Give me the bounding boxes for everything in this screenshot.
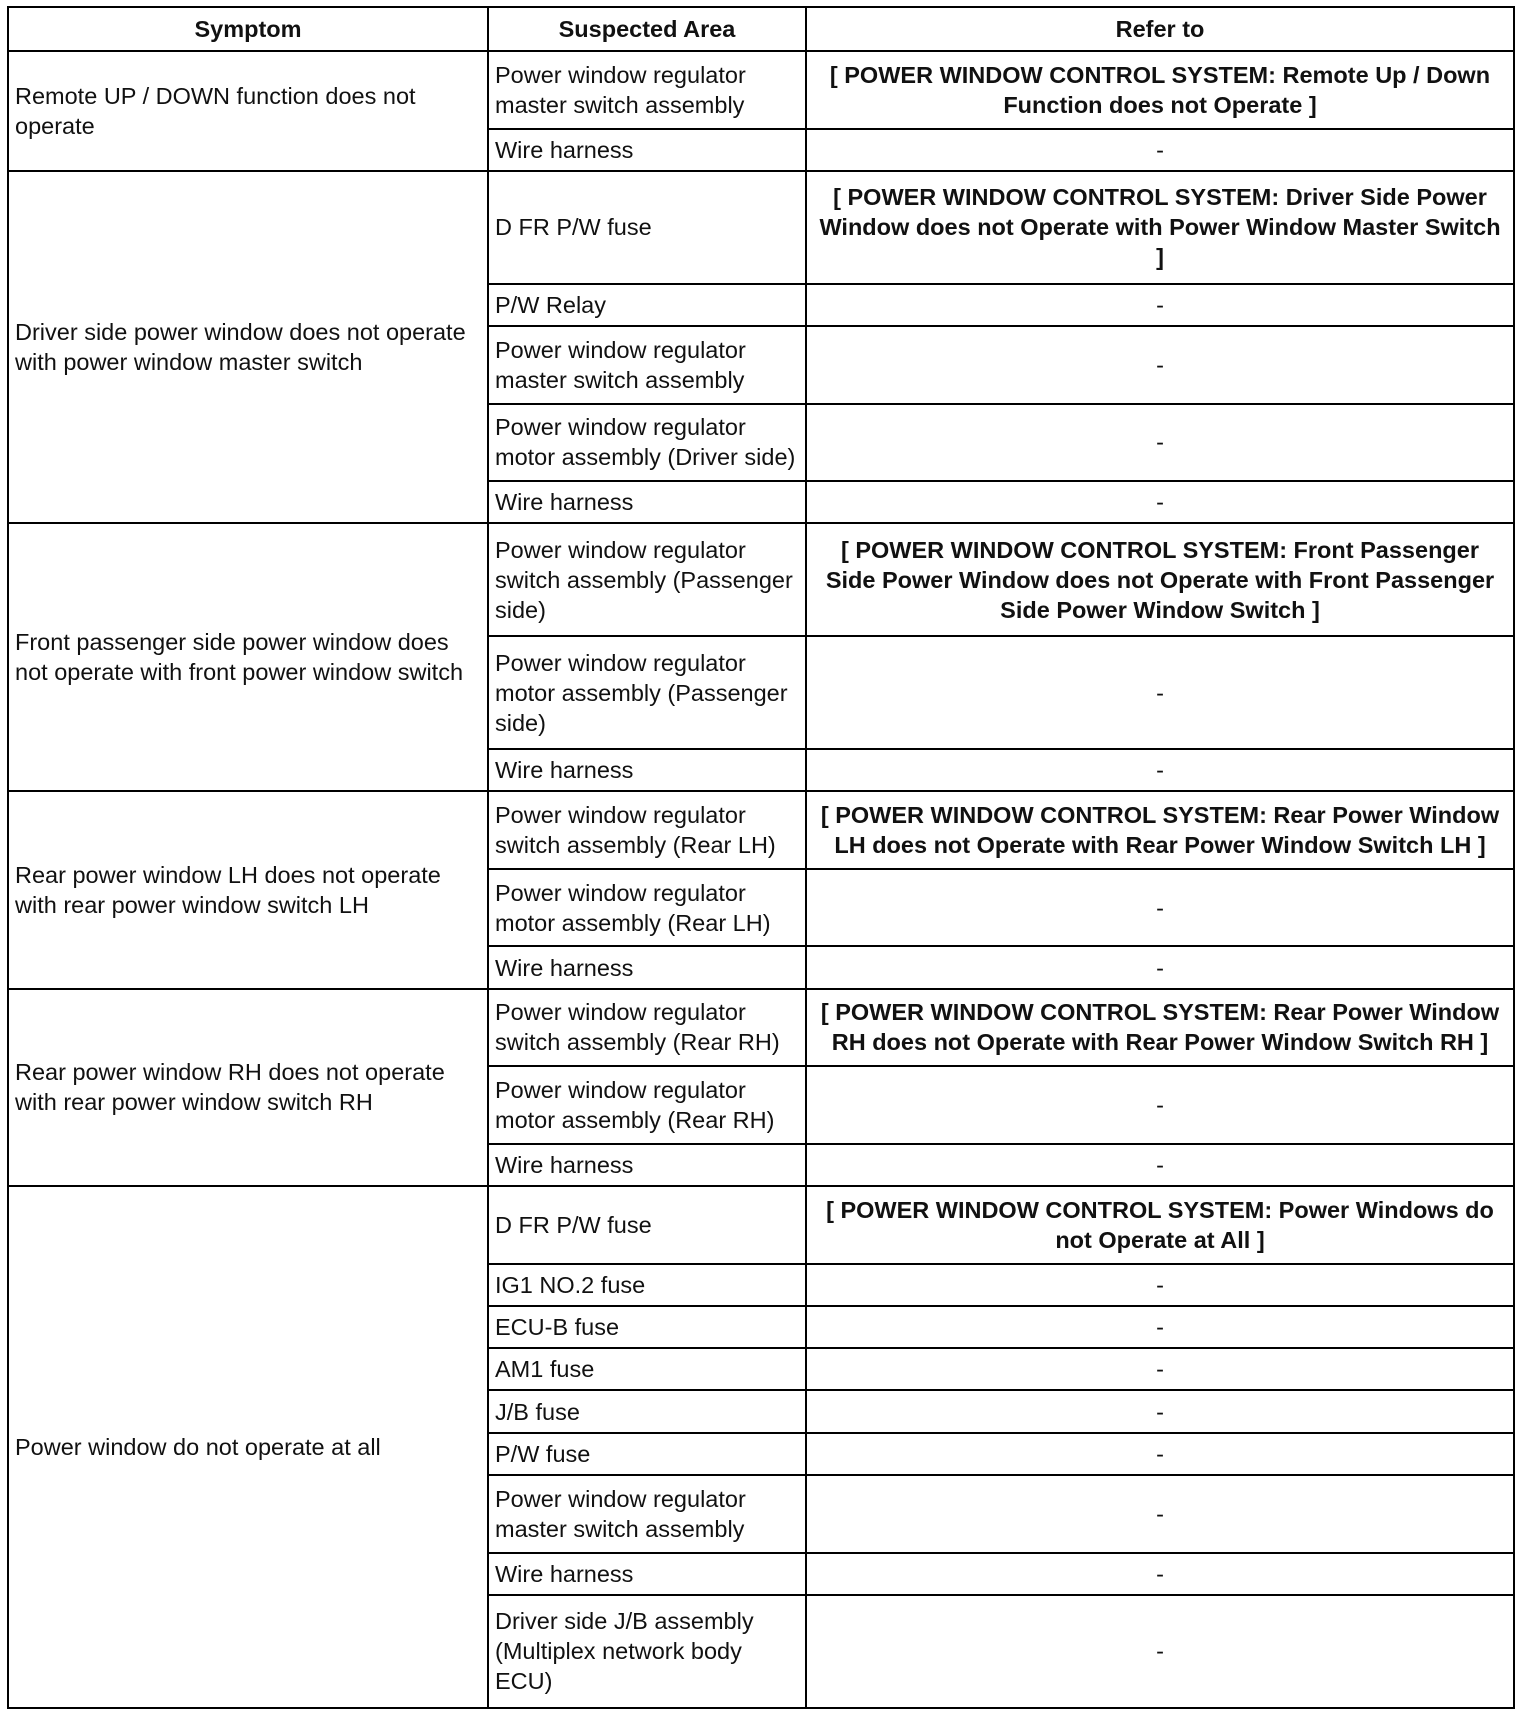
- area-cell: Driver side J/B assembly (Multiplex network body ECU): [488, 1595, 806, 1708]
- area-cell: Power window regulator master switch assembly: [488, 1475, 806, 1553]
- table-row: [8, 791, 1514, 869]
- area-cell: P/W Relay: [488, 284, 806, 326]
- refer-cell: -: [806, 1475, 1514, 1553]
- area-cell: Power window regulator switch assembly (Passenger side): [488, 523, 806, 636]
- refer-cell: -: [806, 1595, 1514, 1708]
- header-refer-to: Refer to: [806, 7, 1514, 51]
- area-cell: Wire harness: [488, 1144, 806, 1186]
- refer-cell: -: [806, 1553, 1514, 1595]
- refer-cell: -: [806, 1390, 1514, 1432]
- symptom-cell: Driver side power window does not operate with power window master switch: [8, 171, 488, 524]
- area-cell: Wire harness: [488, 481, 806, 523]
- refer-link[interactable]: [ POWER WINDOW CONTROL SYSTEM: Front Passenger Side Power Window does not Operate with Front Passenger Side Power Window Switch ]: [806, 523, 1514, 636]
- area-cell: Power window regulator motor assembly (Rear LH): [488, 869, 806, 947]
- area-cell: Power window regulator switch assembly (Rear LH): [488, 791, 806, 869]
- area-cell: Power window regulator motor assembly (Rear RH): [488, 1066, 806, 1144]
- refer-link[interactable]: [ POWER WINDOW CONTROL SYSTEM: Rear Power Window RH does not Operate with Rear Power Window Switch RH ]: [806, 989, 1514, 1067]
- area-cell: J/B fuse: [488, 1390, 806, 1432]
- area-cell: P/W fuse: [488, 1433, 806, 1475]
- header-symptom: Symptom: [8, 7, 488, 51]
- area-cell: ECU-B fuse: [488, 1306, 806, 1348]
- area-cell: Wire harness: [488, 749, 806, 791]
- refer-cell: -: [806, 1348, 1514, 1390]
- refer-cell: -: [806, 1144, 1514, 1186]
- symptom-cell: Rear power window LH does not operate with rear power window switch LH: [8, 791, 488, 988]
- area-cell: D FR P/W fuse: [488, 1186, 806, 1264]
- table-row: [8, 1186, 1514, 1264]
- refer-cell: -: [806, 284, 1514, 326]
- refer-link[interactable]: [ POWER WINDOW CONTROL SYSTEM: Rear Power Window LH does not Operate with Rear Power Window Switch LH ]: [806, 791, 1514, 869]
- refer-cell: -: [806, 946, 1514, 988]
- refer-cell: -: [806, 636, 1514, 749]
- refer-link[interactable]: [ POWER WINDOW CONTROL SYSTEM: Driver Side Power Window does not Operate with Power Window Master Switch ]: [806, 171, 1514, 284]
- area-cell: AM1 fuse: [488, 1348, 806, 1390]
- table-row: [8, 989, 1514, 1067]
- refer-cell: -: [806, 326, 1514, 404]
- refer-cell: -: [806, 404, 1514, 482]
- area-cell: Power window regulator switch assembly (Rear RH): [488, 989, 806, 1067]
- symptom-cell: Remote UP / DOWN function does not operate: [8, 51, 488, 171]
- area-cell: IG1 NO.2 fuse: [488, 1264, 806, 1306]
- refer-cell: -: [806, 1306, 1514, 1348]
- area-cell: Power window regulator motor assembly (Passenger side): [488, 636, 806, 749]
- area-cell: Wire harness: [488, 946, 806, 988]
- area-cell: Wire harness: [488, 1553, 806, 1595]
- refer-link[interactable]: [ POWER WINDOW CONTROL SYSTEM: Power Windows do not Operate at All ]: [806, 1186, 1514, 1264]
- header-suspected-area: Suspected Area: [488, 7, 806, 51]
- symptom-cell: Rear power window RH does not operate with rear power window switch RH: [8, 989, 488, 1186]
- symptom-cell: Power window do not operate at all: [8, 1186, 488, 1708]
- symptom-cell: Front passenger side power window does not operate with front power window switch: [8, 523, 488, 791]
- area-cell: Power window regulator master switch assembly: [488, 326, 806, 404]
- refer-cell: -: [806, 869, 1514, 947]
- refer-cell: -: [806, 1264, 1514, 1306]
- area-cell: Wire harness: [488, 129, 806, 171]
- area-cell: Power window regulator master switch assembly: [488, 51, 806, 129]
- refer-cell: -: [806, 129, 1514, 171]
- refer-cell: -: [806, 1066, 1514, 1144]
- refer-link[interactable]: [ POWER WINDOW CONTROL SYSTEM: Remote Up / Down Function does not Operate ]: [806, 51, 1514, 129]
- table-row: [8, 171, 1514, 284]
- header-row: [8, 7, 1514, 51]
- table-row: [8, 51, 1514, 129]
- refer-cell: -: [806, 1433, 1514, 1475]
- refer-cell: -: [806, 749, 1514, 791]
- area-cell: Power window regulator motor assembly (Driver side): [488, 404, 806, 482]
- troubleshooting-table: [7, 6, 1515, 1709]
- area-cell: D FR P/W fuse: [488, 171, 806, 284]
- table-row: [8, 523, 1514, 636]
- refer-cell: -: [806, 481, 1514, 523]
